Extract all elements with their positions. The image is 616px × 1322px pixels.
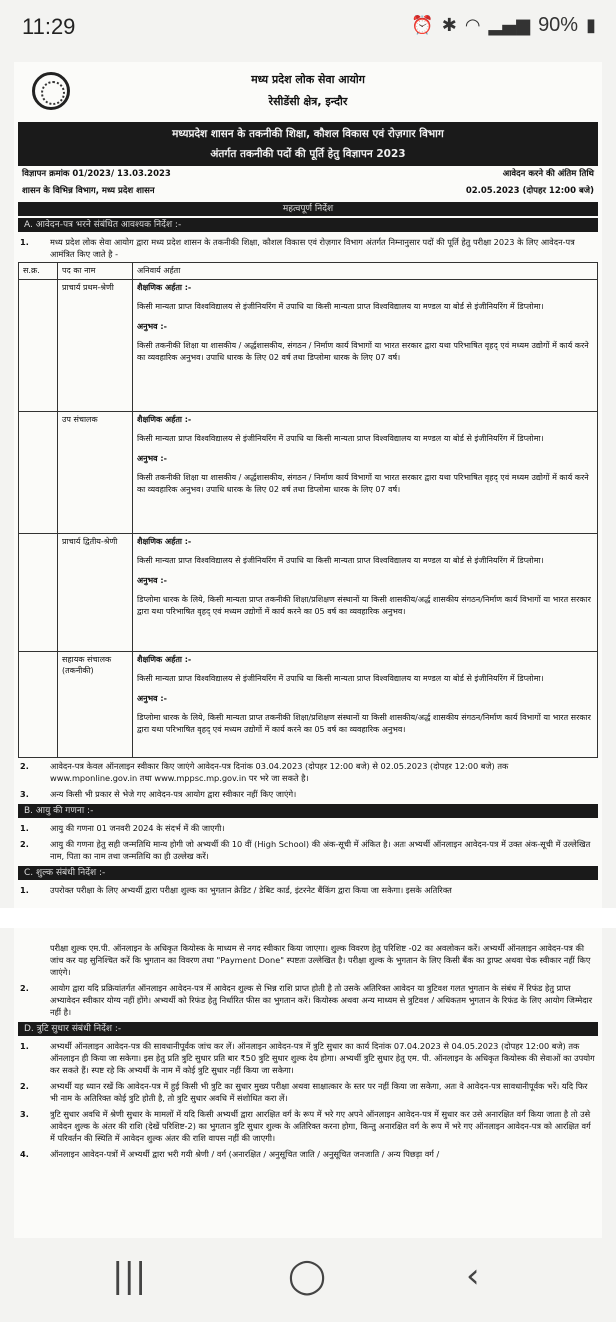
ad-dept: शासन के विभिन्न विभाग, मध्य प्रदेश शासन (22, 186, 155, 196)
table-row (19, 651, 598, 757)
bluetooth-icon: ✱ (441, 15, 457, 36)
posts-table (18, 262, 598, 758)
section-b-title: B. आयु की गणना :- (18, 804, 598, 818)
battery-percent: 90% (538, 14, 579, 36)
col-post: पद का नाम (58, 263, 133, 280)
status-icons (411, 14, 596, 37)
table-row (19, 279, 598, 411)
ad-info-row-1 (14, 166, 602, 183)
col-sno: स.क्र. (19, 263, 58, 280)
recent-apps-icon[interactable]: ||| (112, 1256, 147, 1296)
important-instructions-title: महत्वपूर्ण निर्देश (18, 202, 598, 216)
banner-line-2: अंतर्गत तकनीकी पदों की पूर्ति हेतु विज्ञापन 2023 (210, 148, 406, 160)
post-name: सहायक संचालक (तकनीकी) (58, 651, 133, 757)
signal-icon: ▂▄▆ (488, 15, 531, 36)
para-text: मध्य प्रदेश लोक सेवा आयोग द्वारा मध्य प्रदेश शासन के तकनीकी शिक्षा, कौशल विकास एवं रोज़गार विभाग अंतर्गत निम्नानुसार पदों की पूर्ति हेतु परीक्षा 2023 के लिए आवेदन-पत्र आमंत्रित किए जाते है - (50, 237, 575, 259)
android-nav-bar (0, 1238, 616, 1322)
post-qualification: शैक्षणिक अर्हता :- किसी मान्यता प्राप्त विश्वविद्यालय से इंजीनियरिंग में उपाधि या किसी मान्यता प्राप्त विश्वविद्यालय या मण्डल या बोर्ड से इंजीनियरिंग में डिप्लोमा। अनुभव :- किसी तकनीकी शिक्षा या शासकीय / अर्द्धशासकीय, संगठन / निर्माण कार्य विभागों या भारत सरकार द्वारा यथा परिभाषित वृहद् एवं मध्यम उद्योगों में कार्य करने का व्यवहारिक अनुभव। उपाधि धारक के लिए 02 वर्ष तथा डिप्लोमा धारक के लिए 07 वर्ष। (133, 279, 598, 411)
post-qualification: शैक्षणिक अर्हता :- किसी मान्यता प्राप्त विश्वविद्यालय से इंजीनियरिंग में उपाधि या किसी मान्यता प्राप्त विश्वविद्यालय या मण्डल या बोर्ड से इंजीनियरिंग में डिप्लोमा। अनुभव :- डिप्लोमा धारक के लिये, किसी मान्यता प्राप्त तकनीकी शिक्षा/प्रशिक्षण संस्थानों या किसी शासकीय/अर्द्ध शासकीय संगठन/निर्माण कार्य विभागों या भारत सरकार द्वारा यथा परिभाषित वृहद् एवं मध्यम उद्योगों में कार्य करने का 05 वर्ष का व्यवहारिक अनुभव। (133, 651, 598, 757)
table-row (19, 411, 598, 533)
section-d-para-1: 1. अभ्यर्थी ऑनलाइन आवेदन-पत्र की सावधानीपूर्वक जांच कर लें। ऑनलाइन आवेदन-पत्र में त्रुटि सुधार का कार्य दिनांक 07.04.2023 से 04.05.2023 (दोपहर 12:00 बजे) तक ऑनलाइन ही किया जा सकेगा। इस हेतु प्रति त्रुटि सुधार प्रति बार ₹50 त्रुटि सुधार शुल्क देय होगा। अभ्यर्थी त्रुटि सुधार हेतु एम. पी. ऑनलाइन के अधिकृत कियोस्क की सेवाओं का उपयोग कर सकते हैं। स्पष्ट रहे कि अभ्यर्थी के नाम में कोई त्रुटि सुधार नहीं किया जा सकेगा। (20, 1041, 595, 1075)
document-page-1 (14, 62, 602, 908)
table-row (19, 533, 598, 651)
org-address: रेसीडेंसी क्षेत्र, इन्दौर (268, 95, 348, 108)
section-c-para-1: 1. उपरोक्त परीक्षा के लिए अभ्यर्थी द्वारा परीक्षा शुल्क का भुगतान क्रेडिट / डेबिट कार्ड, इंटरनेट बैंकिंग द्वारा किया जा सकेगा। इसके अतिरिक्त (20, 884, 452, 895)
col-qualification: अनिवार्य अर्हता (133, 263, 598, 280)
banner (18, 122, 598, 166)
section-b-para-2: 2. आयु की गणना हेतु सही जन्मतिथि मान्य होगी जो अभ्यर्थी की 10 वीं (High School) की अंक-सूची में अंकित है। अतः अभ्यर्थी ऑनलाइन आवेदन-पत्र में उक्त अंक-सूची में उल्लेखित नाम, पिता का नाम तथा जन्मतिथि का ही उल्लेख करें। (20, 838, 591, 861)
post-qualification: शैक्षणिक अर्हता :- किसी मान्यता प्राप्त विश्वविद्यालय से इंजीनियरिंग में उपाधि या किसी मान्यता प्राप्त विश्वविद्यालय या मण्डल या बोर्ड से इंजीनियरिंग में डिप्लोमा। अनुभव :- किसी तकनीकी शिक्षा या शासकीय / अर्द्धशासकीय, संगठन / निर्माण कार्य विभागों या भारत सरकार द्वारा यथा परिभाषित वृहद् एवं मध्यम उद्योगों में कार्य करने का व्यवहारिक अनुभव। उपाधि धारक के लिए 02 वर्ष तथा डिप्लोमा धारक के लिए 07 वर्ष। (133, 411, 598, 533)
post-qualification: शैक्षणिक अर्हता :- किसी मान्यता प्राप्त विश्वविद्यालय से इंजीनियरिंग में उपाधि या किसी मान्यता प्राप्त विश्वविद्यालय या मण्डल या बोर्ड से इंजीनियरिंग में डिप्लोमा। अनुभव :- डिप्लोमा धारक के लिये, किसी मान्यता प्राप्त तकनीकी शिक्षा/प्रशिक्षण संस्थानों या किसी शासकीय/अर्द्ध शासकीय संगठन/निर्माण कार्य विभागों या भारत सरकार द्वारा यथा परिभाषित वृहद् एवं मध्यम उद्योगों में कार्य करने का 05 वर्ष का व्यवहारिक अनुभव। (133, 533, 598, 651)
section-d-title: D. त्रुटि सुधार संबंधी निर्देश :- (18, 1022, 598, 1036)
status-time: 11:29 (22, 14, 76, 39)
wifi-icon: ◠ (464, 15, 481, 36)
ad-info-row-2 (14, 183, 602, 200)
battery-icon: ▮ (586, 15, 596, 36)
back-icon[interactable]: ‹ (466, 1256, 480, 1296)
alarm-icon: ⏰ (411, 15, 434, 36)
section-d-para-4: 4. ऑनलाइन आवेदन-पत्रों में अभ्यर्थी द्वारा भरी गयी श्रेणी / वर्ग (अनारक्षित / अनुसूचित जाति / अनुसूचित जनजाति / अन्य पिछड़ा वर्ग / (20, 1149, 440, 1159)
post-name: प्राचार्य द्वितीय-श्रेणी (58, 533, 133, 651)
page-gap (0, 908, 616, 928)
last-date-label: आवेदन करने की अंतिम तिथि (502, 169, 594, 179)
section-d-para-2: 2. अभ्यर्थी यह ध्यान रखें कि आवेदन-पत्र में हुई किसी भी त्रुटि का सुधार मुख्य परीक्षा अथवा साक्षात्कार के स्तर पर नहीं किया जा सकेगा, अतः वे आवेदन-पत्र सावधानीपूर्वक भरें। यदि फिर भी नाम के अतिरिक्त कोई त्रुटि होती है, तो त्रुटि सुधार अवधि में संशोधित करा लें। (20, 1081, 588, 1103)
ad-number: विज्ञापन क्रमांक 01/2023/ 13.03.2023 (22, 169, 171, 179)
section-c-para-1-cont: परीक्षा शुल्क एम.पी. ऑनलाइन के अधिकृत कियोस्क के माध्यम से नगद स्वीकार किया जाएगा। शुल्क विवरण हेतु परिशिष्ट -02 का अवलोकन करें। अभ्यर्थी ऑनलाइन आवेदन-पत्र की जांच कर यह सुनिश्चित करें कि भुगतान का विवरण तथा "Payment Done" स्पष्टतः उल्लेखित है। परीक्षा शुल्क के भुगतान के लिए किसी बैंक का ड्राफ्ट अथवा चेक स्वीकार नहीं किए जाएंगे। (50, 943, 591, 977)
section-a-para-2: 2. आवेदन-पत्र केवल ऑनलाइन स्वीकार किए जाएंगे आवेदन-पत्र दिनांक 03.04.2023 (दोपहर 12:00 बजे) से 02.05.2023 (दोपहर 12:00 बजे) तक www.mponline.gov.in तथा www.mppsc.mp.gov.in पर भरे जा सकते है। (20, 760, 509, 783)
doc-header (14, 62, 602, 122)
section-d-para-3: 3. त्रुटि सुधार अवधि में श्रेणी सुधार के मामलों में यदि किसी अभ्यर्थी द्वारा आरक्षित वर्ग के रूप में भरे गए अपने ऑनलाइन आवेदन-पत्र में सुधार कर उसे अनारक्षित वर्ग किया जाता है तो उसे आवेदन शुल्क के अंतर की राशि (देखें परिशिष्ट-2) का भुगतान त्रुटि सुधार शुल्क के अतिरिक्त करना होगा, किन्तु अनारक्षित वर्ग के रूप में भरे गए ऑनलाइन आवेदन-पत्र को आरक्षित वर्ग में परिवर्तन की स्थिति में आवेदन शुल्क अंतर की राशि वापस नहीं की जाएगी। (20, 1109, 591, 1143)
home-icon[interactable]: ◯ (288, 1256, 327, 1296)
posts-table-header (19, 263, 598, 280)
post-name: उप संचालक (58, 411, 133, 533)
section-c-para-2: 2. आयोग द्वारा यदि प्रक्रियांतर्गत ऑनलाइन आवेदन-पत्र में आवेदन शुल्क से भिन्न राशि प्राप्त होती है तो उसके अतिरिक्त आवेदन या त्रुटिवश गलत भुगतान के संबंध में रिफंड हेतु प्राप्त अभ्यावेदन स्वीकार योग्य नहीं होंगे। अभ्यर्थी को रिफंड हेतु निर्धारित फीस का भुगतान करें। कियोस्क अथवा अन्य माध्यम से त्रुटिवश / अधिकतम भुगतान के रिफंड के लिए आयोग जिम्मेदार नहीं है। (20, 983, 593, 1017)
post-name: प्राचार्य प्रथम-श्रेणी (58, 279, 133, 411)
section-b-para-1: 1. आयु की गणना 01 जनवरी 2024 के संदर्भ में की जाएगी। (20, 822, 225, 833)
org-name: मध्य प्रदेश लोक सेवा आयोग (251, 73, 365, 86)
section-a-title: A. आवेदन-पत्र भरने संबंधित आवश्यक निर्देश :- (18, 218, 598, 232)
document-page-2 (14, 928, 602, 1238)
section-a-para-1 (14, 234, 602, 262)
para-number: 1. (20, 237, 29, 247)
section-c-title: C. शुल्क संबंधी निर्देश :- (18, 866, 598, 880)
banner-line-1: मध्यप्रदेश शासन के तकनीकी शिक्षा, कौशल विकास एवं रोज़गार विभाग (172, 128, 444, 140)
last-date: 02.05.2023 (दोपहर 12:00 बजे) (465, 186, 594, 196)
status-bar (0, 0, 616, 56)
section-a-para-3: 3. अन्य किसी भी प्रकार से भेजे गए आवेदन-पत्र आयोग द्वारा स्वीकार नहीं किए जाएंगे। (20, 788, 297, 799)
